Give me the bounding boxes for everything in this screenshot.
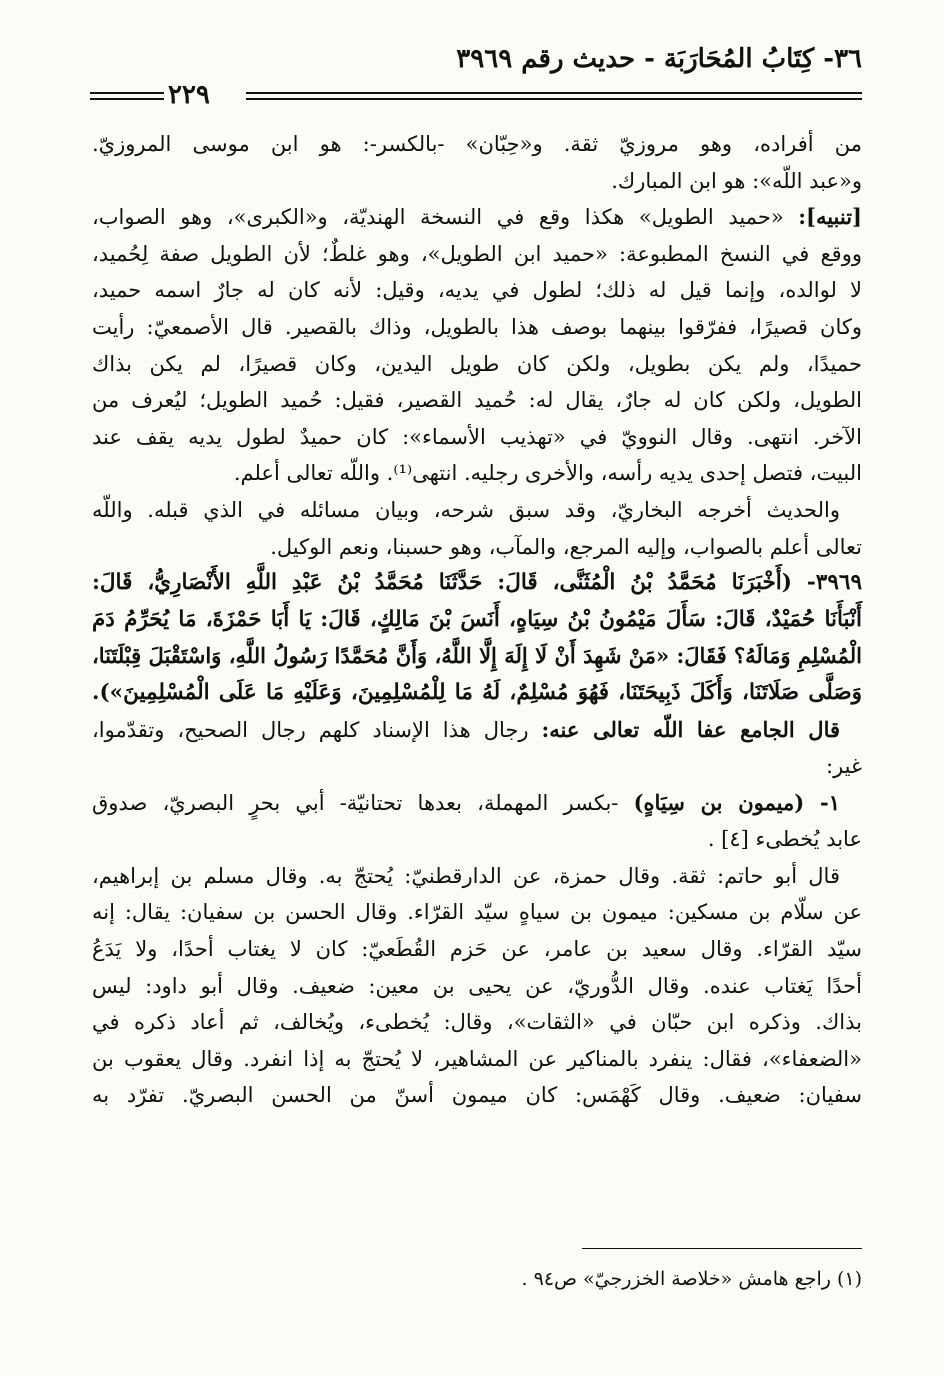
bold-lead: ١- (ميمون بن سِيَاهٍ): [633, 789, 840, 815]
running-title: ٣٦- كِتَابُ المُحَارَبَة - حديث رقم ٣٩٦٩: [456, 44, 862, 74]
hadith-line: ٣٩٦٩- (أَخْبَرَنَا مُحَمَّدُ بْنُ الْمُثَنَّى، قَالَ: حَدَّثَنَا مُحَمَّدُ بْنُ عَبْدِ اللَّهِ الأَنْصَارِيُّ، قَالَ:: [92, 570, 862, 596]
header-rule-right: [246, 92, 862, 100]
text-line: حميدًا، ولم يكن بطويل، ولكن كان طويل اليدين، وكان قصيرًا، لم يكن بذاك: [92, 351, 862, 376]
bold-lead: قال الجامع عفا اللّه تعالى عنه:: [541, 716, 841, 742]
text-line: تعالى أعلم بالصواب، وإليه المرجع، والمآب، وهو حسبنا، ونعم الوكيل.: [270, 534, 862, 559]
hadith-line: الْمُسْلِمِ وَمَالَهُ؟ فَقَالَ: «مَنْ شَهِدَ أَنْ لَا إِلَهَ إِلَّا اللَّهُ، وَأَنَّ مُحَمَّدًا رَسُولُ اللَّهِ، وَاسْتَقْبَلَ قِبْلَتَنَا،: [92, 643, 862, 669]
footnote: (١) راجع هامش «خلاصة الخزرجيّ» ص٩٤ .: [521, 1268, 862, 1290]
text-line: الآخر. انتهى. وقال النوويّ في «تهذيب الأسماء»: كان حميدٌ لطول يديه يقف عند: [92, 424, 862, 449]
footnote-divider: [582, 1248, 862, 1249]
text-line: البيت، فتصل إحدى يديه رأسه، والأخرى رجليه. انتهى⁽¹⁾. واللّه تعالى أعلم.: [233, 461, 862, 486]
text-line: والحديث أخرجه البخاريّ، وقد سبق شرحه، وبيان مسائله في الذي قبله. واللّه: [92, 497, 840, 522]
main-text: [92, 126, 862, 1114]
text-line: ووقع في النسخ المطبوعة: «حميد ابن الطويل»، وهو غلطٌ؛ لأن الطويل صفة لِحُميد،: [92, 241, 862, 266]
text-line: قال أبو حاتم: ثقة. وقال حمزة، عن الدارقطنيّ: يُحتجّ به. وقال مسلم بن إبراهيم،: [92, 863, 840, 888]
hadith-line: أَنْبَأَنَا حُمَيْدٌ، قَالَ: سَأَلَ مَيْمُونُ بْنُ سِيَاهٍ، أَنَسَ بْنَ مَالِكٍ، قَالَ: يَا أَبَا حَمْزَةَ، مَا يُحَرِّمُ دَمَ: [92, 606, 862, 632]
text-line: أحدًا يَغتاب عنده. وقال الدُّوريّ، عن يحيى بن معين: ضعيف. وقال أبو داود: ليس: [92, 973, 862, 998]
header-rule-left: [90, 92, 164, 100]
text-line: وكان قصيرًا، ففرّقوا بينهما بوصف هذا بالطويل، وذاك بالقصير. قال الأصمعيّ: رأيت: [92, 314, 862, 339]
text-line: عابد يُخطىء [٤] .: [707, 827, 862, 852]
text-line: لا لوالده، وإنما قيل له ذلك؛ لطول في يديه، وقيل: لأنه كان له جارٌ اسمه حميد،: [92, 278, 862, 303]
text-line: سفيان: ضعيف. وقال كَهْمَس: كان ميمون أسنّ من الحسن البصريّ. تفرّد به: [92, 1083, 862, 1108]
text-line: غير:: [826, 754, 862, 779]
text-line: عن سلّام بن مسكين: ميمون بن سياهٍ سيّد القرّاء. وقال الحسن بن سفيان: يقال: إنه: [92, 900, 862, 925]
text-line: قال الجامع عفا اللّه تعالى عنه: رجال هذا الإسناد كلهم رجال الصحيح، وتقدّموا،: [92, 716, 841, 742]
text-line: [تنبيه]: «حميد الطويل» هكذا وقع في النسخة الهنديّة، و«الكبرى»، وهو الصواب،: [92, 204, 862, 230]
text-line: بذاك. وذكره ابن حبّان في «الثقات»، وقال: يُخطىء، ويُخالف، ثم أعاد ذكره في: [92, 1010, 862, 1035]
text-line: الطويل، ولكن كان له جارٌ، يقال له: حُميد القصير، فقيل: حُميد الطويل؛ ليُعرف من: [92, 388, 862, 413]
narrator-entry: ١- (ميمون بن سِيَاهٍ) -بكسر المهملة، بعدها تحتانيّة- أبي بحرٍ البصريّ، صدوق: [92, 789, 840, 815]
text-line: و«عبد اللّه»: هو ابن المبارك.: [611, 168, 862, 193]
hadith-line: وَصَلَّى صَلَاتَنَا، وَأَكَلَ ذَبِيحَتَنَا، فَهُوَ مُسْلِمٌ، لَهُ مَا لِلْمُسْلِمِينَ، وَعَلَيْهِ مَا عَلَى الْمُسْلِمِينَ»).: [92, 679, 862, 705]
page-number: ٢٢٩: [168, 80, 210, 110]
text-line: سيّد القرّاء. وقال سعيد بن عامر، عن حَزم القُطَعيّ: كان لا يغتاب أحدًا، ولا يَدَعُ: [92, 937, 862, 962]
text-line: من أفراده، وهو مروزيّ ثقة. و«حِبّان» -بالكسر-: هو ابن موسى المروزيّ.: [92, 132, 862, 156]
page-header: [90, 44, 862, 114]
bold-lead: [تنبيه]:: [798, 204, 862, 230]
text-line: «الضعفاء»، فقال: ينفرد بالمناكير عن المشاهير، لا يُحتجّ به إذا انفرد. وقال يعقوب بن: [92, 1046, 862, 1071]
